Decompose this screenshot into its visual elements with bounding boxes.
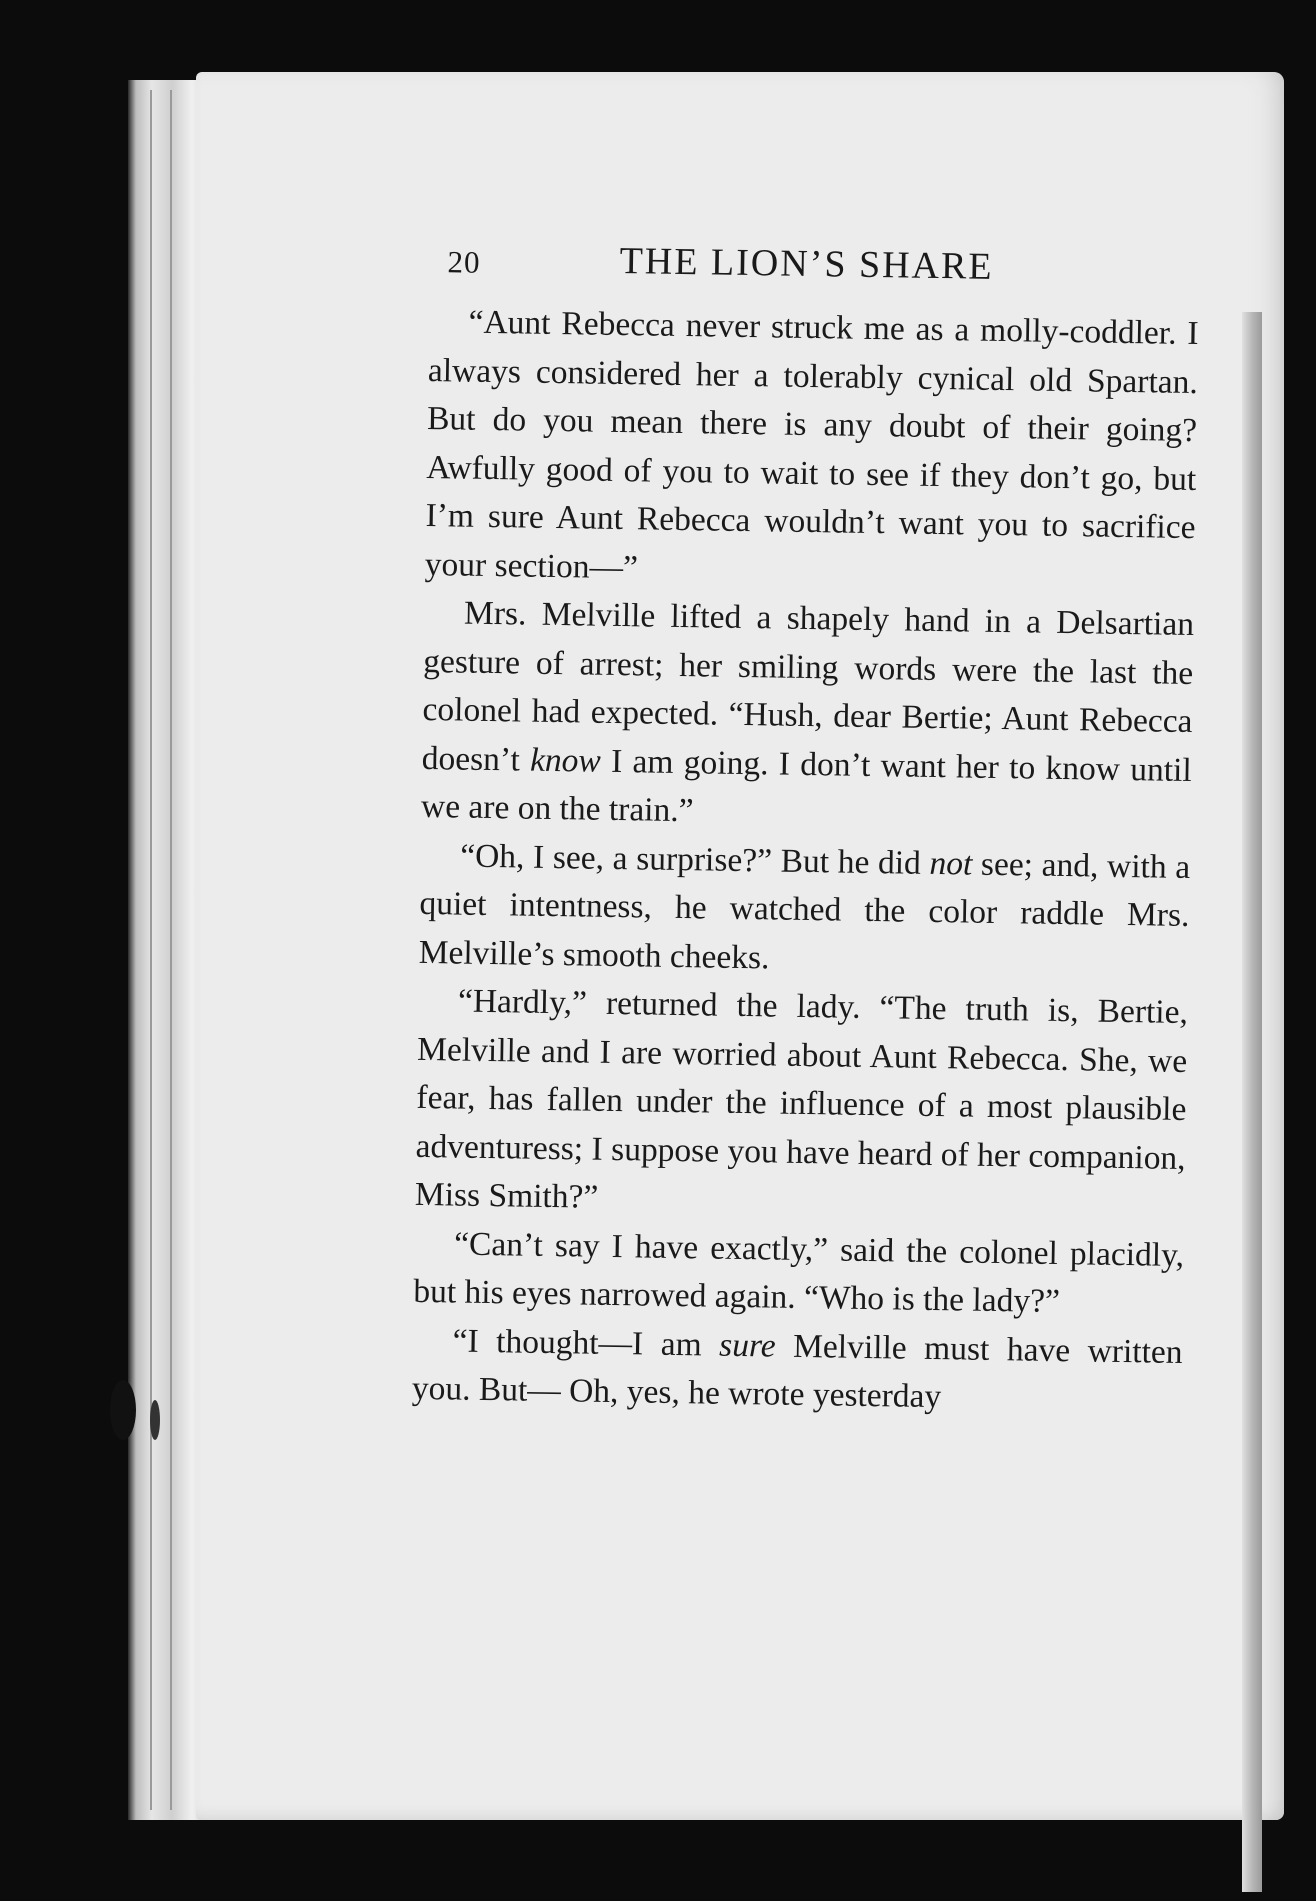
italic-text: not (929, 844, 973, 883)
page-text-block (412, 236, 1200, 1425)
text-run: Mrs. Melville lifted a shapely hand in a Delsartian gesture of arrest; her smiling words were the last the colonel had expected. “Hush, dear Bertie; Aunt Rebecca doesn’t (421, 594, 1195, 779)
page-right-edge (1242, 312, 1262, 1892)
text-run: see; and, with a quiet intentness, he watched the color raddle Mrs. Melville’s smooth cheeks. (418, 845, 1191, 976)
page-edge-line (150, 90, 152, 1810)
scan-smudge (150, 1400, 160, 1440)
page-number: 20 (447, 244, 481, 280)
scan-smudge (110, 1380, 136, 1440)
text-run: Melville must have written you. But— Oh, yes, he wrote yesterday (411, 1327, 1183, 1416)
paragraph (424, 298, 1198, 601)
paragraph (412, 1316, 1183, 1425)
paragraph (413, 1219, 1184, 1328)
running-head (429, 236, 1200, 310)
page-edge-line (170, 90, 172, 1810)
paragraph (421, 589, 1195, 844)
text-run: “Aunt Rebecca never struck me as a molly-coddler. I always considered her a tolerably cynical old Spartan. But do you mean there is any doubt of their going? Awfully good of you to wait to see if they don’t go, but I’m sure Aunt Rebecca wouldn’t want you to sacrifice your section—” (424, 303, 1199, 586)
running-title: THE LION’S SHARE (619, 239, 994, 288)
paragraph (415, 977, 1189, 1232)
paragraph (418, 831, 1190, 989)
text-run: “I thought—I am (452, 1321, 720, 1364)
text-run: “Hardly,” returned the lady. “The truth is, Bertie, Melville and I are worried about Aunt Rebecca. She, we fear, has fallen under the influence of a most plausible adventuress; I suppose you have heard of her companion, Miss Smith?” (414, 982, 1189, 1216)
text-run: “Can’t say I have exactly,” said the colonel placidly, but his eyes narrowed again. “Who is the lady?” (413, 1225, 1185, 1321)
text-run: I am going. I don’t want her to know until we are on the train.” (420, 742, 1193, 830)
italic-text: know (529, 741, 602, 780)
text-run: “Oh, I see, a surprise?” But he did (459, 837, 930, 882)
body-text (412, 298, 1199, 1425)
italic-text: sure (718, 1326, 776, 1365)
